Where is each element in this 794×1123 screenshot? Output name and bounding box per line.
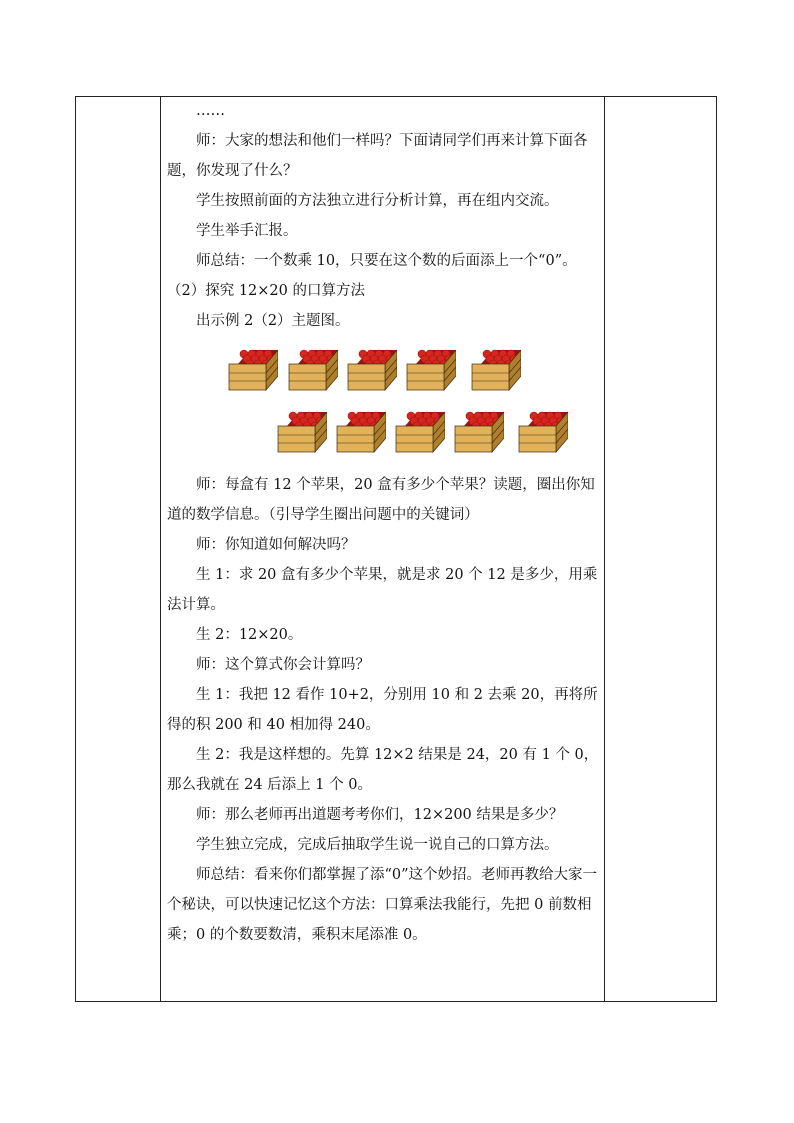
paragraph: 师：大家的想法和他们一样吗？下面请同学们再来计算下面各题，你发现了什么？ — [167, 133, 588, 179]
paragraph: 学生独立完成，完成后抽取学生说一说自己的口算方法。 — [196, 837, 559, 853]
apple-crates-illustration — [167, 336, 603, 470]
paragraph: 师：每盒有 12 个苹果，20 盒有多少个苹果？读题，圈出你知道的数学信息。（引导学生圈出问题中的关键词） — [167, 477, 595, 523]
paragraph: 师总结：看来你们都掌握了添“0”这个妙招。老师再教给大家一个秘诀，可以快速记忆这个方法：口算乘法我能行，先把 0 前数相乘；0 的个数要数清，乘积末尾添准 0。 — [167, 867, 598, 943]
apple-crate-icon — [395, 410, 445, 455]
paragraph: 生 1：求 20 盒有多少个苹果，就是求 20 个 12 是多少，用乘法计算。 — [167, 567, 598, 613]
apple-crate-icon — [228, 348, 278, 393]
paragraph: 师：那么老师再出道题考考你们，12×200 结果是多少？ — [196, 807, 564, 823]
paragraph: （2）探究 12×20 的口算方法 — [167, 283, 365, 299]
paragraph: 学生按照前面的方法独立进行分析计算，再在组内交流。 — [196, 193, 559, 209]
apple-crate-icon — [288, 348, 338, 393]
column-divider-2 — [604, 97, 605, 1001]
text-before-image — [167, 96, 603, 336]
apple-crate-icon — [347, 348, 397, 393]
lesson-content — [167, 96, 603, 950]
paragraph: 生 2：我是这样想的。先算 12×2 结果是 24，20 有 1 个 0，那么我就在 24 后添上 1 个 0。 — [167, 747, 599, 793]
apple-crate-icon — [406, 348, 456, 393]
text-after-image — [167, 470, 603, 950]
apple-crate-icon — [471, 348, 521, 393]
apple-crate-icon — [518, 410, 568, 455]
apple-crate-icon — [336, 410, 386, 455]
column-divider-1 — [160, 97, 161, 1001]
paragraph: 生 2：12×20。 — [196, 627, 303, 643]
apple-crate-icon — [454, 410, 504, 455]
paragraph: 出示例 2（2）主题图。 — [196, 313, 350, 329]
paragraph: …… — [196, 103, 225, 119]
paragraph: 师总结：一个数乘 10，只要在这个数的后面添上一个“0”。 — [196, 253, 577, 269]
paragraph: 师：这个算式你会计算吗？ — [196, 657, 370, 673]
paragraph: 学生举手汇报。 — [196, 223, 298, 239]
apple-crate-icon — [277, 410, 327, 455]
paragraph: 师：你知道如何解决吗？ — [196, 537, 356, 553]
paragraph: 生 1：我把 12 看作 10+2，分别用 10 和 2 去乘 20，再将所得的积 200 和 40 相加得 240。 — [167, 687, 598, 733]
